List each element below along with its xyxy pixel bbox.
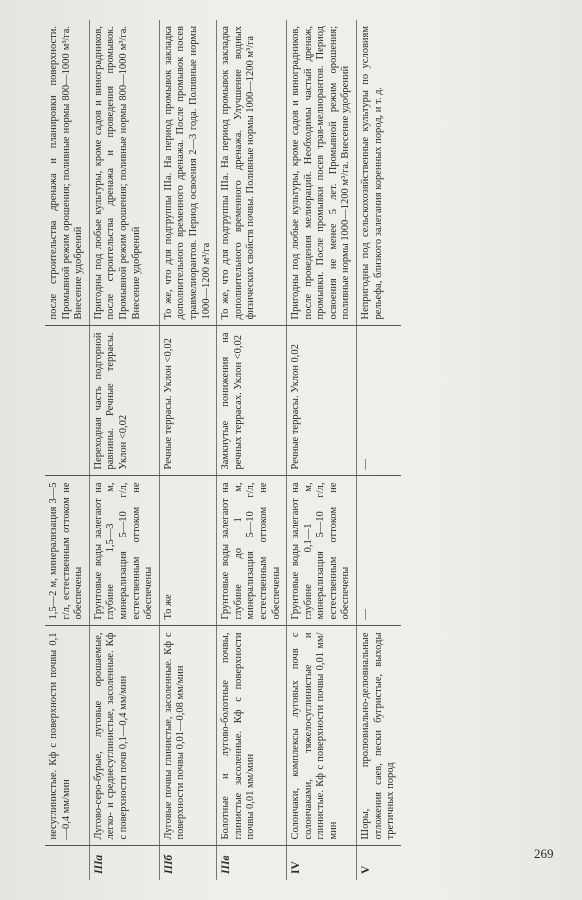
soil-reclamation-table (45, 20, 401, 880)
groundwater-cell: 1,5—2 м, минерализация 3—5 г/л, естественным оттоком не обеспечены (45, 476, 89, 626)
table-row (287, 20, 357, 880)
group-cell: V (357, 846, 401, 880)
groundwater-cell: То же (159, 476, 216, 626)
groundwater-cell: Грунтовые воды залегают на глубине 1,5—3 м, минерализация 5—10 г/л, естественным оттоком не обеспечены (89, 476, 159, 626)
measures-cell: после строительства дренажа и планировки поверхности. Промывной режим орошения; поливные нормы 800—1000 м³/га. Внесение удобрений (45, 20, 89, 326)
measures-cell: То же, что для подгруппы IIIа. На период промывок закладка дополнительного временного дренажа. Улучшение водных физических свойств почвы. Поливные нормы 1000—1200 м³/га (217, 20, 287, 326)
relief-cell: Речные террасы. Уклон <0,02 (159, 326, 216, 476)
measures-cell: Пригодны под любые культуры, кроме садов и виноградников, после проведения мелиораций. Необходимы частый дренаж, промывки. После промывки посев трав-мелиорантов. Период освоения не менее 5 лет. Промывной режим орошения; поливные нормы 1000—1200 м³/га. Внесение удобрений (287, 20, 357, 326)
measures-cell: Пригодны под любые культуры, кроме садов и виноградников, после строительства дренажа и проведения промывок. Промывной режим орошения; поливные нормы 800—1000 м³/га. Внесение удобрений (89, 20, 159, 326)
rotated-table-wrapper (45, 20, 545, 880)
soil-cell: Солончаки, комплексы луговых почв с солончаками, тяжелосуглинистые и глинистые. Кф с поверхности почвы 0,01 мм/мин (287, 626, 357, 846)
relief-cell (45, 326, 89, 476)
group-cell: IV (287, 846, 357, 880)
soil-cell: Болотные и лугово-болотные почвы, глинистые засоленные. Кф с поверхности почвы 0,01 мм/мин (217, 626, 287, 846)
relief-cell: Замкнутые понижения на речных террасах. Уклон <0,02 (217, 326, 287, 476)
table-row (159, 20, 216, 880)
group-cell: IIIв (217, 846, 287, 880)
groundwater-cell: Грунтовые воды залегают на глубине до 1 м, минерализация 5—10 г/л, естественным оттоком не обеспечены (217, 476, 287, 626)
table-row (357, 20, 401, 880)
table-row (45, 20, 89, 880)
measures-cell: То же, что для подгруппы IIIа. На период промывок закладка дополнительного временного дренажа. После промывок посев травмелиорантов. Период освоения 2—3 года. Поливные нормы 1000—1200 м³/га (159, 20, 216, 326)
soil-cell: несуглинистые. Кф с поверхности почвы 0,1—0,4 мм/мин (45, 626, 89, 846)
table-row (217, 20, 287, 880)
soil-cell: Луговые почвы глинистые, засоленные. Кф с поверхности почвы 0,01—0,08 мм/мин (159, 626, 216, 846)
groundwater-cell: Грунтовые воды залегают на глубине 0,1—1 м, минерализация 5—10 г/л, естественным оттоком не обеспечены (287, 476, 357, 626)
group-cell: IIIа (89, 846, 159, 880)
page-number: 269 (534, 846, 554, 861)
groundwater-cell: — (357, 476, 401, 626)
group-cell: IIIб (159, 846, 216, 880)
relief-cell: — (357, 326, 401, 476)
relief-cell: Речные террасы. Уклон 0,02 (287, 326, 357, 476)
relief-cell: Переходная часть подгорной равнины. Речные террасы. Уклон <0,02 (89, 326, 159, 476)
soil-cell: Шоры, пролювиально-делювиальные отложения саев, пески бугристые, выходы третичных пород (357, 626, 401, 846)
measures-cell: Непригодны под сельскохозяйственные культуры по условиям рельефа, близкого залегания коренных пород, и т. д. (357, 20, 401, 326)
group-cell (45, 846, 89, 880)
soil-cell: Лугово-серо-бурые, луговые орошаемые, легко- и среднесуглинистые, засоленные. Кф с поверхности почв 0,1—0,4 мм/мин (89, 626, 159, 846)
table-row (89, 20, 159, 880)
